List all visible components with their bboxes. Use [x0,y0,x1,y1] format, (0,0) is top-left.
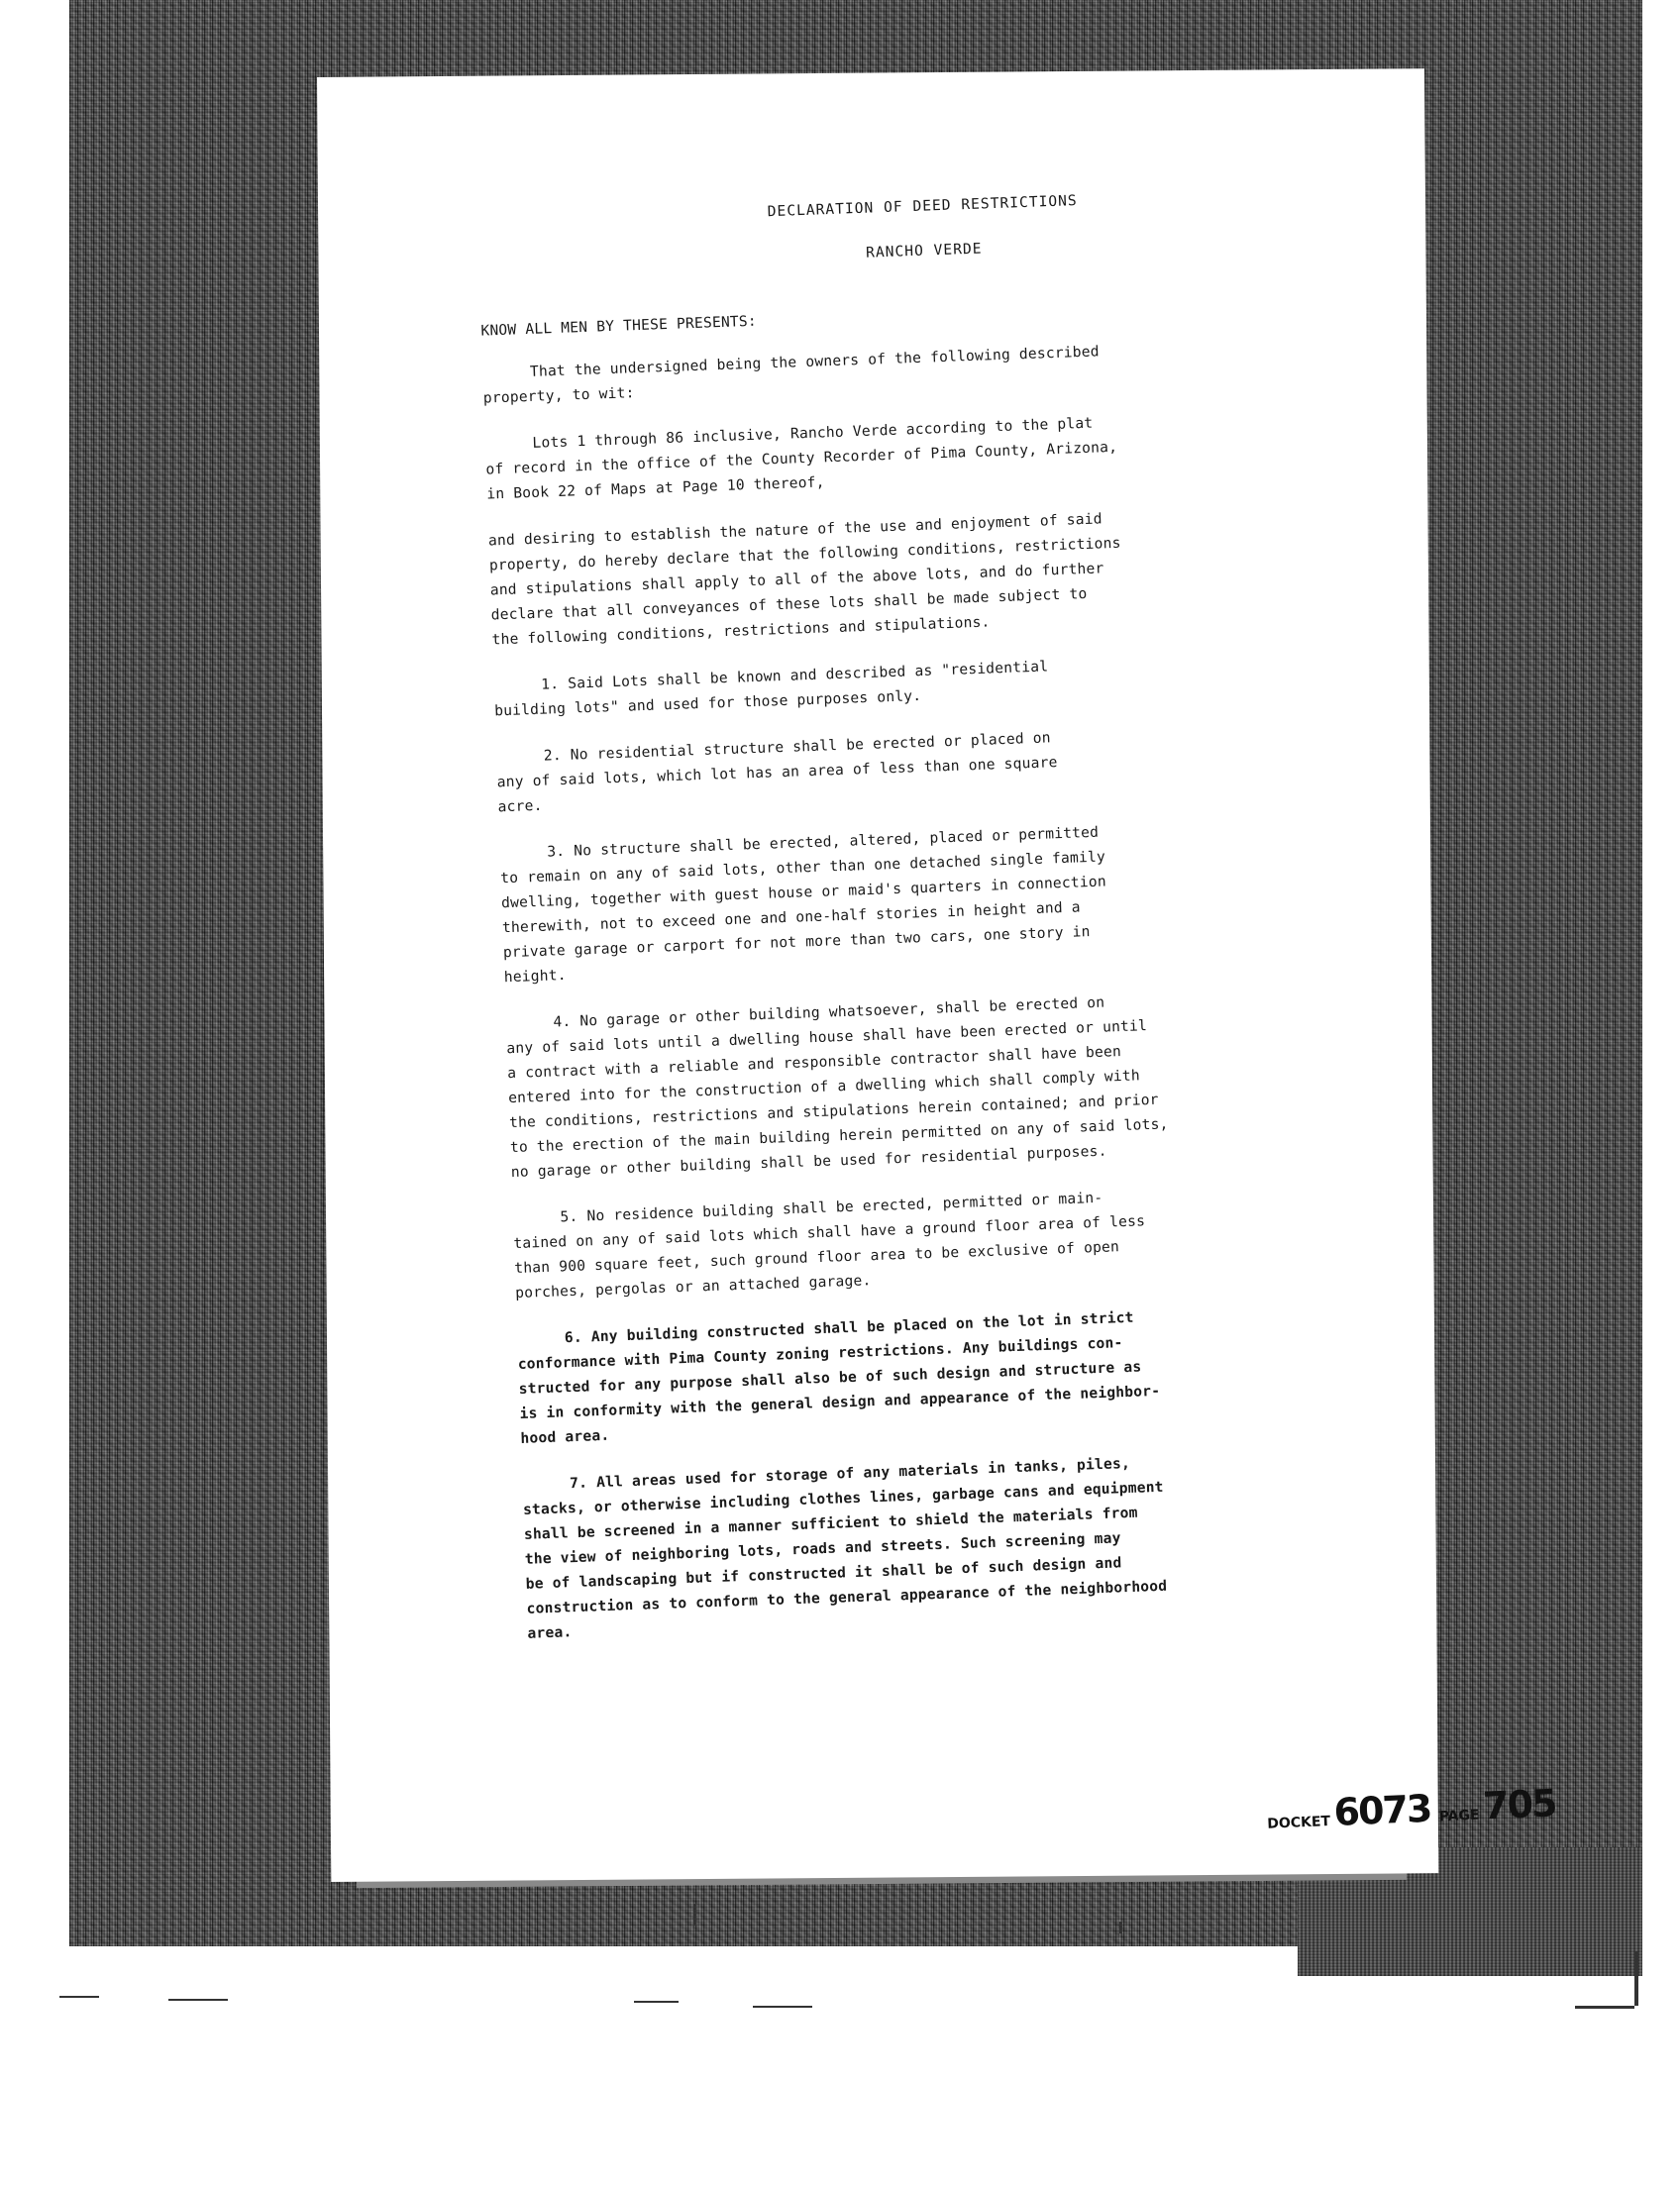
restriction-item-5: 5. No residence building shall be erected, permitted or main- tained on any of said lots which shall have a ground floor area of less than 900 square feet, such ground floor area to be exclusive of open porches, pergolas or an attached garage. [513,1189,1146,1302]
restriction-item-2: 2. No residential structure shall be erected or placed on any of said lots, which lot has an area of less than one square acre. [496,729,1058,816]
docket-number: 6073 [1332,1786,1432,1834]
scan-speck [59,1996,99,1998]
docket-label: DOCKET [1266,1814,1331,1832]
intro-paragraph: That the undersigned being the owners of the following described property, to wit: [482,343,1101,407]
restriction-item-6: 6. Any building constructed shall be placed on the lot in strict conformance with Pima County zoning restrictions. Any buildings con- structed for any purpose shall also be of such design and structure as is in conformity with the general design and appearance of the neighbor- hood area. [517,1308,1161,1447]
document-subtitle: RANCHO VERDE [865,240,983,261]
scan-speck [753,2006,812,2008]
restriction-item-4: 4. No garage or other building whatsoever, shall be erected on any of said lots until a dwelling house shall have been erected or until a contract with a reliable and responsible contractor shall have been entered into for the construction of a dwelling which shall comply with the conditions, restrictions and stipulations herein contained; and prior to the erection of the main building herein permitted on any of said lots, no garage or other building shall be used for residential purposes. [506,993,1169,1182]
page-label: PAGE [1438,1807,1480,1825]
scan-speck [168,1999,228,2001]
scan-speck [634,2001,679,2003]
restriction-item-7: 7. All areas used for storage of any materials in tanks, piles, stacks, or otherwise including clothes lines, garbage cans and equipment shall be screened in a manner sufficient to shield the materials from the view of neighboring lots, roads and streets. Such screening may be of landscaping but if constructed it shall be of such design and construction as to conform to the general appearance of the neighborhood area. [522,1454,1168,1642]
scan-speck [1634,1951,1638,2006]
scan-speck [693,1904,696,1926]
restriction-item-3: 3. No structure shall be erected, altered, placed or permitted to remain on any of said lots, other than one detached single family dwelling, together with guest house or maid's quarters in connection therewith, not to exceed one and one-half stories in height and a private garage or carport for not more than two cars, one story in height. [499,823,1107,987]
document-body [476,180,1360,1668]
restriction-item-1: 1. Said Lots shall be known and described as "residential building lots" and used for those purposes only. [493,658,1049,720]
lots-paragraph: Lots 1 through 86 inclusive, Rancho Verde according to the plat of record in the office of the County Recorder of Pima County, Arizona, in Book 22 of Maps at Page 10 thereof, [485,414,1118,503]
scan-speck [1575,2006,1634,2009]
scan-speck [1119,1922,1122,1933]
page-number: 705 [1482,1781,1557,1828]
salutation: KNOW ALL MEN BY THESE PRESENTS: [480,312,758,340]
document-page [317,68,1557,1882]
desiring-paragraph: and desiring to establish the nature of the use and enjoyment of said property, do hereby declare that the following conditions, restrictions and stipulations shall apply to all of the above lots, and do further declare that all conveyances of these lots shall be made subject to the following conditions, restrictions and stipulations. [487,510,1121,649]
document-title: DECLARATION OF DEED RESTRICTIONS [767,192,1078,221]
